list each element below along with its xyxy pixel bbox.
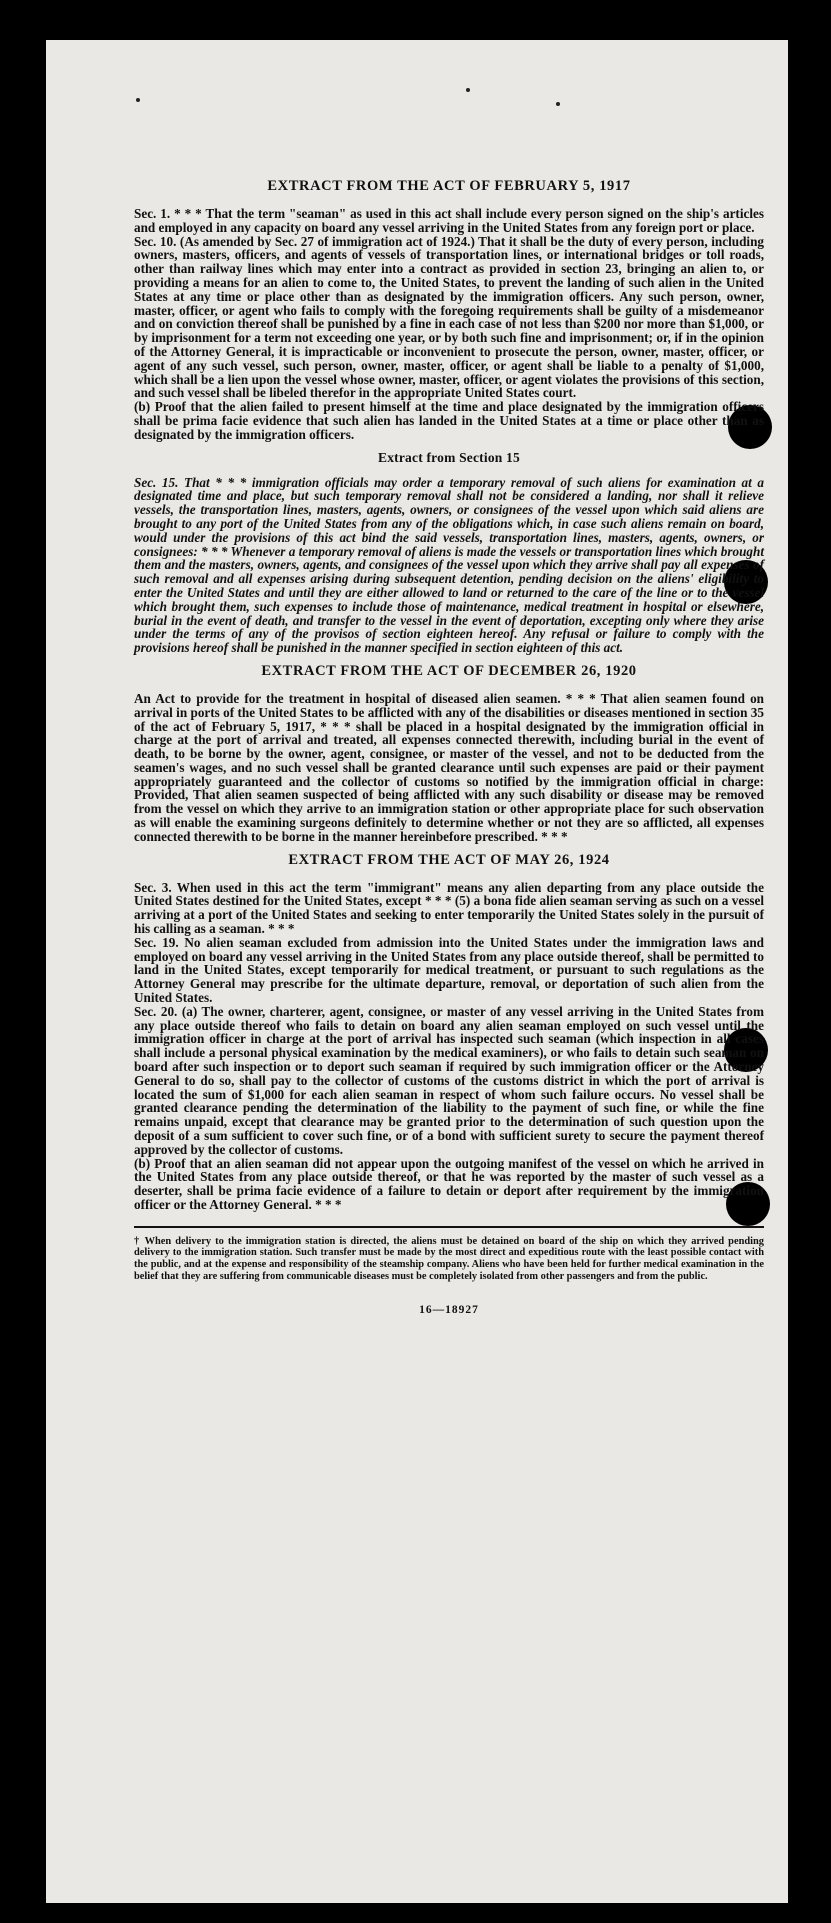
section-heading: EXTRACT FROM THE ACT OF FEBRUARY 5, 1917 [267, 178, 631, 194]
footnote: † When delivery to the immigration station is directed, the aliens must be detained on board of the ship on which they arrived pending delivery to the immigration station. Such transfer must be made by the most direct and expeditious route with the least possible contact with the public, and at the expense and responsibility of the steamship company. Aliens who have been held for further medical examination in the belief that they are suffering from communicable diseases must be completely isolated from other passengers and from the public. [134, 1235, 764, 1282]
paragraph: Sec. 1. * * * That the term "seaman" as used in this act shall include every person signed on the ship's articles and employed in any capacity on board any vessel arriving in the United States from any foreign port or place. [134, 206, 764, 235]
paper-speck [556, 102, 560, 106]
paragraph: Sec. 19. No alien seaman excluded from admission into the United States under the immigration laws and employed on board any vessel arriving in the United States from any place outside thereof, shall be permitted to land in the United States, except temporarily for medical treatment, or pursuant to such regulations as the Attorney General may prescribe for the ultimate departure, removal, or deportation of such alien from the United States. [134, 934, 764, 1006]
section-heading: Extract from Section 15 [378, 449, 520, 465]
paragraph: (b) Proof that the alien failed to present himself at the time and place designated by the immigration officers shall be prima facie evidence that such alien has landed in the United States at a time or place other than as designated by the immigration officers. [134, 399, 764, 442]
section-heading: EXTRACT FROM THE ACT OF DECEMBER 26, 1920 [261, 662, 637, 679]
footnote-divider [134, 1226, 764, 1228]
paper-speck [466, 88, 470, 92]
section-heading: EXTRACT FROM THE ACT OF MAY 26, 1924 [288, 851, 610, 868]
paragraph: An Act to provide for the treatment in hospital of diseased alien seamen. * * * That alien seamen found on arrival in ports of the United States to be afflicted with any of the disabilities or diseases mentioned in section 35 of the act of February 5, 1917, * * * shall be placed in a hospital designated by the immigration official in charge at the port of arrival and treated, all expenses connected therewith, including burial in the event of death, to be borne by the owner, agent, consignee, or master of the vessel, and not to be deducted from the seamen's wages, and no such vessel shall be granted clearance until such expenses are paid or their payment appropriately guaranteed and the collector of customs so notified by the immigration official in charge: Provided, That alien seamen suspected of being afflicted with any such disability or disease may be removed from the vessel on which they arrive to an immigration station or other appropriate place for such observation as will enable the examining surgeons definitely to determine whether or not they are so afflicted, all expenses connected therewith to be borne in the manner hereinbefore prescribed. * * * [134, 690, 764, 844]
paper-speck [136, 98, 140, 102]
paragraph: Sec. 3. When used in this act the term "immigrant" means any alien departing from any place outside the United States destined for the United States, except * * * (5) a bona fide alien seaman serving as such on a vessel arriving at a port of the United States and seeking to enter temporarily the United States solely in the pursuit of his calling as a seaman. * * * [134, 879, 764, 937]
paragraph: (b) Proof that an alien seaman did not appear upon the outgoing manifest of the vessel on which he arrived in the United States from any place outside thereof, or that he was reported by the master of such vessel as a deserter, shall be prima facie evidence of a failure to detain or deport after requirement by the immigration officer or the Attorney General. * * * [134, 1155, 764, 1212]
paragraph: Sec. 10. (As amended by Sec. 27 of immigration act of 1924.) That it shall be the duty of every person, including owners, masters, officers, and agents of vessels of transportation lines, or international bridges or toll roads, other than railway lines which may enter into a contract as provided in section 23, bringing an alien to, or providing a means for an alien to come to, the United States, to prevent the landing of such alien in the United States at any time or place other than as designated by the immigration officers. Any such person, owner, master, officer, or agent who fails to comply with the foregoing requirements shall be guilty of a misdemeanor and on conviction thereof shall be punished by a fine in each case of not less than $200 nor more than $1,000, or by imprisonment for a term not exceeding one year, or by both such fine and imprisonment; or, if in the opinion of the Attorney General, it is impracticable or inconvenient to prosecute the person, owner, master, officer, or agent of any such vessel, such person, owner, master, officer, or agent shall be liable to a penalty of $1,000, which shall be a lien upon the vessel whose owner, master, officer, or agent violates the provisions of this section, and such vessel shall be libeled therefor in the appropriate United States court. [134, 233, 764, 401]
form-number: 16—18927 [419, 1304, 479, 1317]
paragraph: Sec. 20. (a) The owner, charterer, agent, consignee, or master of any vessel arriving in the United States from any place outside thereof who fails to detain on board any alien seaman employed on such vessel until the immigration officer in charge at the port of arrival has inspected such seaman (which inspection in all cases shall include a personal physical examination by the medical examiners), or who fails to detain such seaman on board after such inspection or to deport such seaman if required by such immigration officer or the Attorney General to do so, shall pay to the collector of customs of the customs district in which the port of arrival is located the sum of $1,000 for each alien seaman in respect of whom such failure occurs. No vessel shall be granted clearance pending the determination of the liability to the payment of such fine, or while the fine remains unpaid, except that clearance may be granted prior to the determination of such question upon the deposit of a sum sufficient to cover such fine, or of a bond with sufficient surety to secure the payment thereof approved by the collector of customs. [134, 1003, 764, 1157]
document-body [134, 178, 764, 1316]
document-page [46, 40, 788, 1903]
paragraph: Sec. 15. That * * * immigration officials may order a temporary removal of such aliens for examination at a designated time and place, but such temporary removal shall not be considered a landing, nor shall it relieve vessels, the transportation lines, masters, agents, owners, or consignees of the vessel upon which said aliens are brought to any port of the United States from any of the obligations which, in case such aliens remain on board, would under the provisions of this act bind the said vessels, transportation lines, masters, agents, owners, or consignees: * * * Whenever a temporary removal of aliens is made the vessels or transportation lines which brought them and the masters, owners, agents, and consignees of the vessel upon which they arrive shall pay all expenses of such removal and all expenses arising during subsequent detention, pending decision on the aliens' eligibility to enter the United States and until they are either allowed to land or returned to the care of the line or to the vessel which brought them, such expenses to include those of maintenance, medical treatment in hospital or elsewhere, burial in the event of death, and transfer to the vessel in the event of deportation, excepting only where they arise under the terms of any of the provisos of section eighteen hereof. Any refusal or failure to comply with the provisions hereof shall be punished in the manner specified in section eighteen of this act. [134, 474, 764, 656]
